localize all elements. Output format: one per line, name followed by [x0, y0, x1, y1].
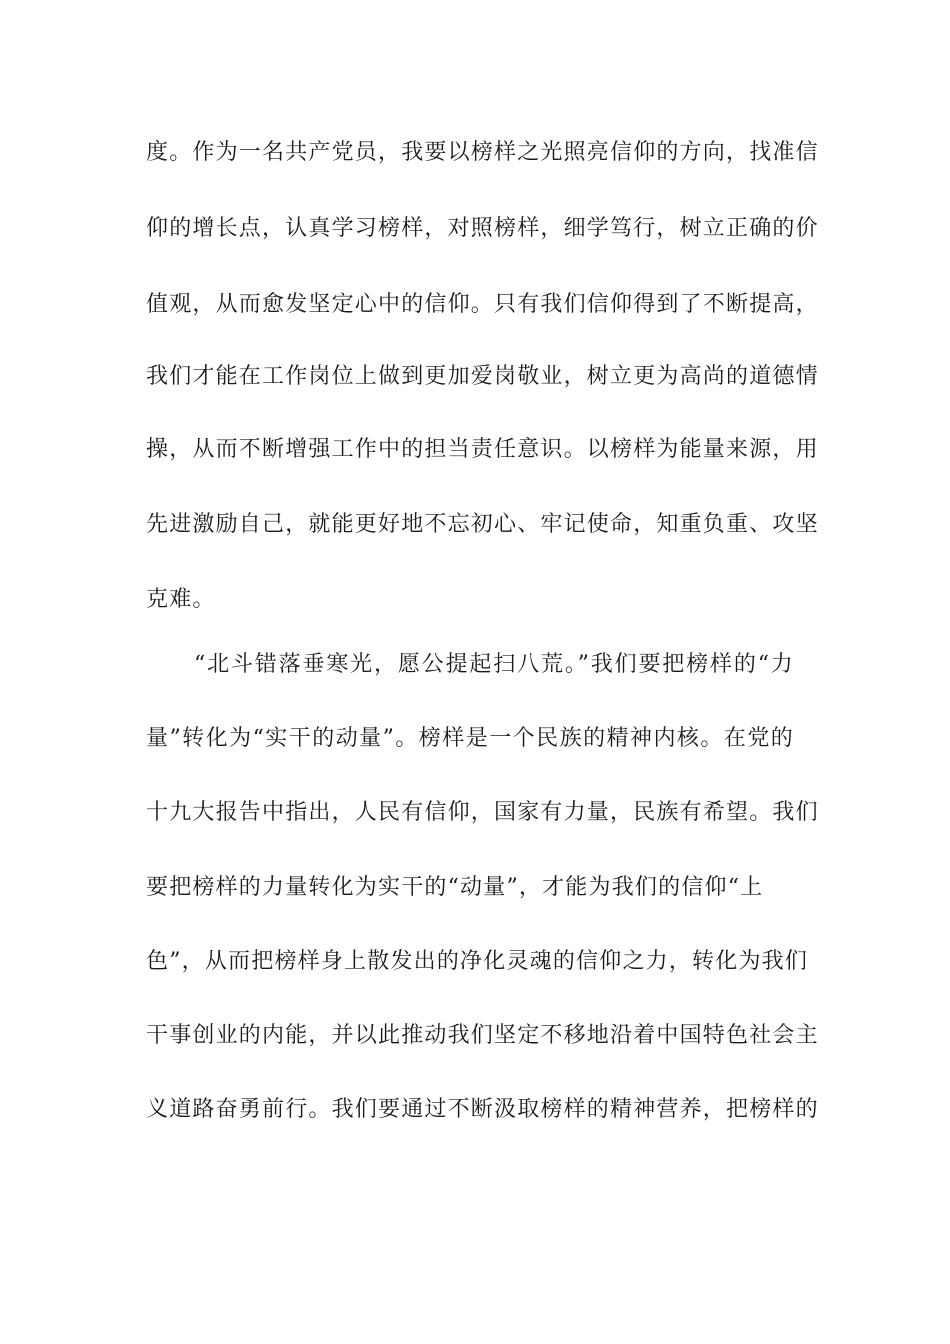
paragraph2-line-3: 十九大报告中指出，人民有信仰，国家有力量，民族有希望。我们	[146, 800, 819, 825]
paragraph-line-2: 仰的增长点，认真学习榜样，对照榜样，细学笃行，树立正确的价	[146, 216, 819, 241]
paragraph2-line-2: 量”转化为“实干的动量”。榜样是一个民族的精神内核。在党的	[146, 726, 794, 751]
paragraph-line-5: 操，从而不断增强工作中的担当责任意识。以榜样为能量来源，用	[146, 437, 819, 462]
paragraph-line-1: 度。作为一名共产党员，我要以榜样之光照亮信仰的方向，找准信	[146, 140, 819, 165]
paragraph-line-6: 先进激励自己，就能更好地不忘初心、牢记使命，知重负重、攻坚	[146, 512, 819, 537]
paragraph-line-4: 我们才能在工作岗位上做到更加爱岗敬业，树立更为高尚的道德情	[146, 364, 819, 389]
paragraph2-line-4: 要把榜样的力量转化为实干的“动量”，才能为我们的信仰“上	[146, 875, 764, 900]
paragraph2-line-7: 义道路奋勇前行。我们要通过不断汲取榜样的精神营养，把榜样的	[146, 1097, 819, 1122]
paragraph2-line-5: 色”，从而把榜样身上散发出的净化灵魂的信仰之力，转化为我们	[146, 949, 809, 974]
paragraph-line-3: 值观，从而愈发坚定心中的信仰。只有我们信仰得到了不断提高，	[146, 292, 819, 317]
paragraph2-line-1: “北斗错落垂寒光，愿公提起扫八荒。”我们要把榜样的“力	[194, 652, 794, 677]
paragraph2-line-6: 干事创业的内能，并以此推动我们坚定不移地沿着中国特色社会主	[146, 1023, 819, 1048]
paragraph-line-7: 克难。	[146, 587, 216, 612]
